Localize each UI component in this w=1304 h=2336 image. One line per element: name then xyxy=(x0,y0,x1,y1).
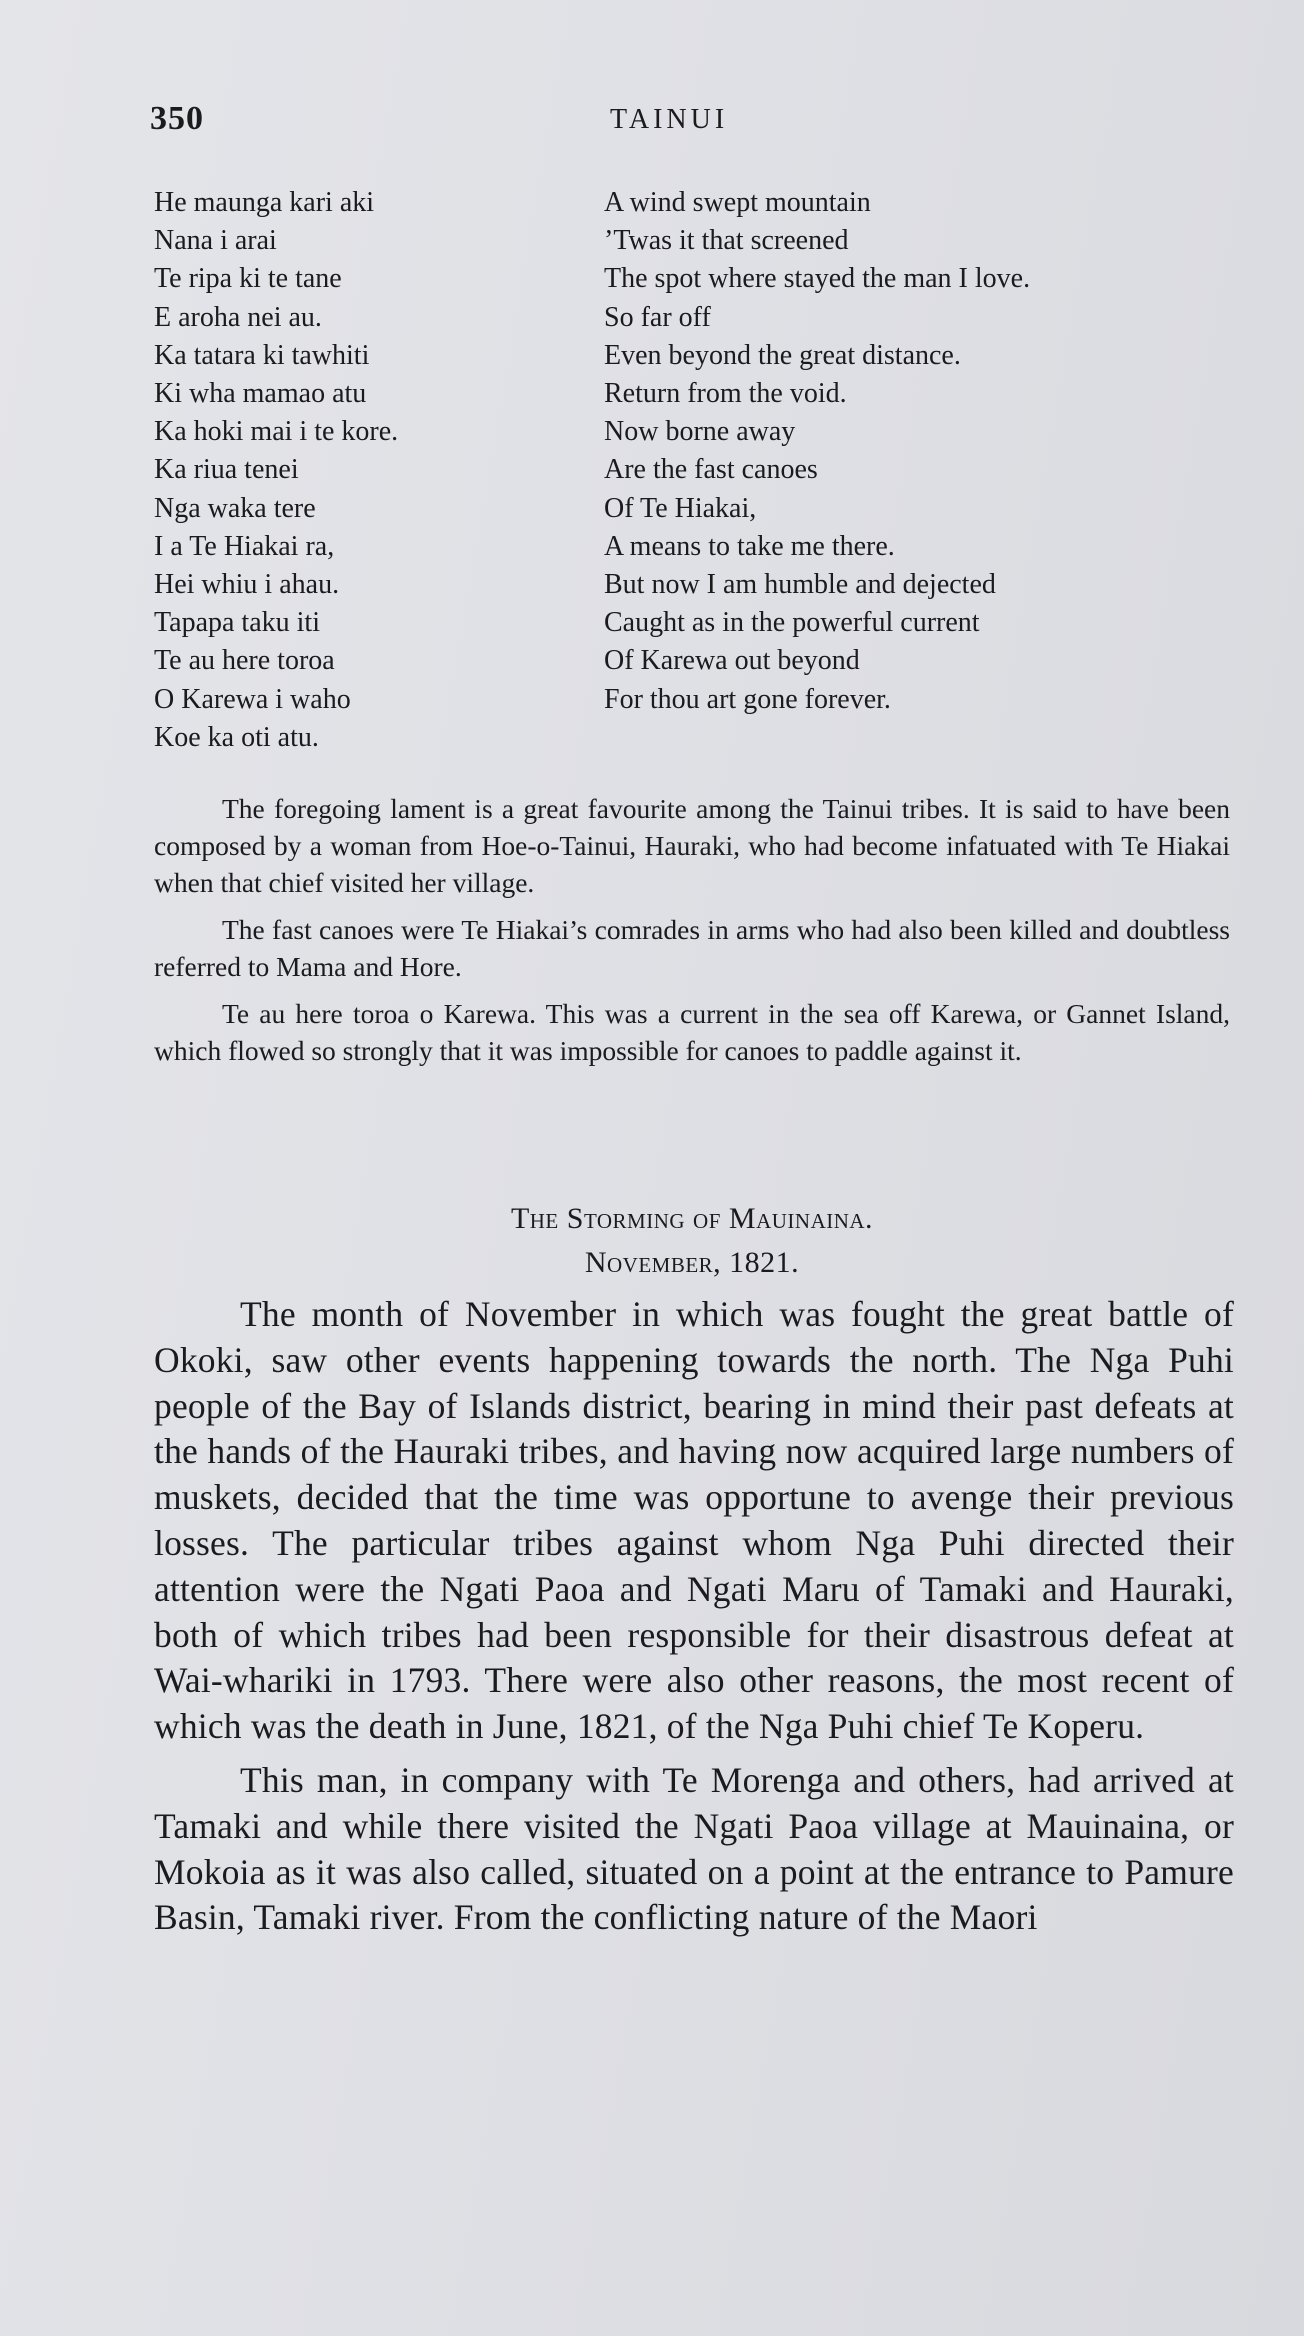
poem-maori-line: Nga waka tere xyxy=(154,492,316,524)
body-text xyxy=(154,1292,1234,1949)
poem-english-line: A wind swept mountain xyxy=(604,187,871,218)
note-paragraph: Te au here toroa o Karewa. This was a current in the sea off Karewa, or Gannet Island, which flowed so strongly that it was impossible for canoes to paddle against it. xyxy=(154,998,1230,1066)
poem-maori-line: Tapapa taku iti xyxy=(154,607,320,639)
poem-maori-line: Nana i arai xyxy=(154,225,277,257)
poem-maori-line: I a Te Hiakai ra, xyxy=(154,530,335,562)
poem-maori-line: Koe ka oti atu. xyxy=(154,721,319,753)
poem-english-line: So far off xyxy=(604,301,711,333)
poem-english-line: But now I am humble and dejected xyxy=(604,569,996,601)
poem-maori-line: Hei whiu i ahau. xyxy=(154,569,340,601)
page-header xyxy=(150,100,1230,150)
running-title: TAINUI xyxy=(610,104,729,135)
body-paragraph: The month of November in which was fought the great battle of Okoki, saw other events happening towards the north. The Nga Puhi people of the Bay of Islands district, bearing in mind their past defeats at the hands of the Hauraki tribes, and having now acquired large numbers of muskets, decided that the time was opportune to avenge their previous losses. The particular tribes against whom Nga Puhi directed their attention were the Ngati Paoa and Ngati Maru of Tamaki and Hauraki, both of which tribes had been responsible for their disastrous defeat at Wai-whariki in 1793. There were also other reasons, the most recent of which was the death in June, 1821, of the Nga Puhi chief Te Koperu. xyxy=(154,1294,1234,1747)
poem-maori-line: Ka riua tenei xyxy=(154,454,299,486)
poem-maori-line: Te au here toroa xyxy=(154,645,335,677)
page-number: 350 xyxy=(150,100,204,137)
poem-maori-column xyxy=(154,184,398,757)
poem-english-line: Now borne away xyxy=(604,416,796,448)
poem-english-line: Even beyond the great distance. xyxy=(604,339,961,371)
poem-maori-line: O Karewa i waho xyxy=(154,683,351,715)
section-heading xyxy=(154,1197,1230,1285)
poem-english-line: For thou art gone forever. xyxy=(604,683,891,715)
section-title: The Storming of Mauinaina. xyxy=(510,1202,874,1235)
poem-maori-line: E aroha nei au. xyxy=(154,301,322,333)
poem-english-line: Are the fast canoes xyxy=(604,454,818,486)
lament-notes xyxy=(154,790,1230,1079)
poem-english-line: A means to take me there. xyxy=(604,530,895,562)
poem-english-line: The spot where stayed the man I love. xyxy=(604,263,1031,295)
poem-english-line: Return from the void. xyxy=(604,378,847,410)
note-paragraph: The foregoing lament is a great favourite among the Tainui tribes. It is said to have been composed by a woman from Hoe-o-Tainui, Hauraki, who had become infatuated with Te Hiakai when that chief visited her village. xyxy=(154,793,1230,898)
poem-english-line: Of Te Hiakai, xyxy=(604,492,757,524)
poem-english-line: ’Twas it that screened xyxy=(604,225,849,257)
poem-maori-line: Ki wha mamao atu xyxy=(154,378,367,410)
poem-english-line: Caught as in the powerful current xyxy=(604,607,980,639)
note-paragraph: The fast canoes were Te Hiakai’s comrades in arms who had also been killed and doubtless referred to Mama and Hore. xyxy=(154,914,1230,982)
poem-english-line: Of Karewa out beyond xyxy=(604,645,860,677)
poem-english-column xyxy=(604,184,1244,719)
poem-maori-line: Te ripa ki te tane xyxy=(154,263,342,295)
section-date: November, 1821. xyxy=(584,1246,800,1279)
poem-maori-line: Ka hoki mai i te kore. xyxy=(154,416,399,448)
poem-maori-line: He maunga kari aki xyxy=(154,187,375,218)
body-paragraph: This man, in company with Te Morenga and others, had arrived at Tamaki and while there visited the Ngati Paoa village at Mauinaina, or Mokoia as it was also called, situated on a point at the entrance to Pamure Basin, Tamaki river. From the conflicting nature of the Maori xyxy=(154,1759,1234,1938)
poem-maori-line: Ka tatara ki tawhiti xyxy=(154,339,370,371)
